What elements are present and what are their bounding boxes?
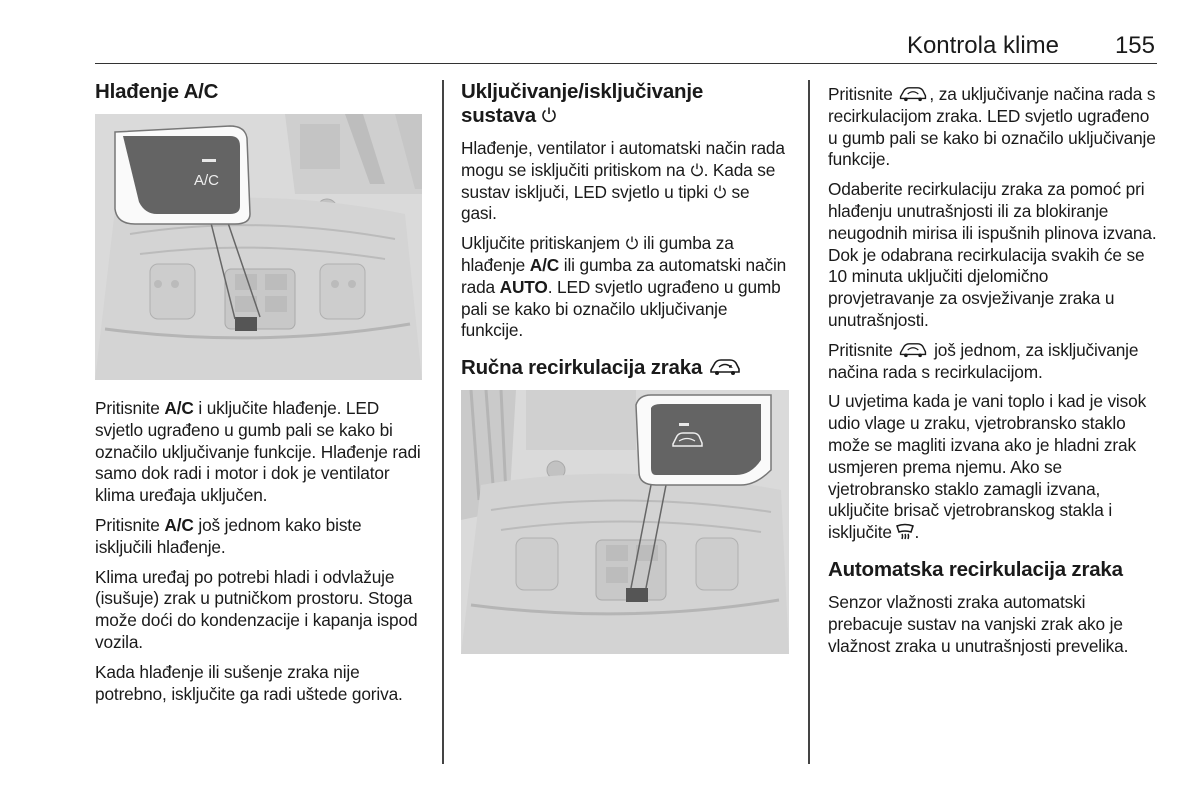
power-icon (541, 106, 557, 124)
recirculation-icon (897, 342, 929, 358)
paragraph: Kada hlađenje ili sušenje zraka nije potrebno, isključite ga radi uštede goriva. (95, 661, 403, 704)
recirculation-icon (897, 86, 929, 102)
heading-ac-cooling: Hlađenje A/C (95, 80, 219, 103)
column-1 (95, 80, 422, 713)
recirculation-icon (708, 358, 742, 376)
paragraph: Hlađenje, ventilator i automatski način rada mogu se isključiti pritiskom na . Kada se sustav isključi, LED svjetlo u tipki se gasi. (461, 138, 785, 224)
recirculation-button-illustration (461, 390, 789, 654)
page-number: 155 (1114, 32, 1155, 59)
column-divider (442, 80, 444, 764)
paragraph: Uključite pritiskanjem ili gumba za hlađenje A/C ili gumba za automatski način rada AUTO. LED svjetlo ugrađeno u gumb pali se kako bi označilo uključivanje funkcije. (461, 233, 787, 341)
power-icon (713, 184, 727, 200)
column-divider (808, 80, 810, 764)
paragraph: Pritisnite A/C još jednom kako biste isključili hlađenje. (95, 514, 362, 557)
column-2 (461, 80, 789, 672)
paragraph: Pritisnite još jednom, za isključivanje načina rada s recirkulacijom. (828, 339, 1139, 382)
paragraph: Klima uređaj po potrebi hladi i odvlažuje (isušuje) zrak u putničkom prostoru. Stoga može doći do kondenzacije i kapanja ispod vozila. (95, 566, 418, 652)
heading-system-on-off: Uključivanje/isključivanje sustava (461, 80, 704, 127)
paragraph: Senzor vlažnosti zraka automatski prebacuje sustav na vanjski zrak ako je vlažnost zraka u unutrašnjosti prevelika. (828, 591, 1129, 656)
page-header (95, 30, 1157, 64)
power-icon (690, 162, 704, 178)
windshield-defrost-icon (896, 523, 914, 540)
ac-button-illustration (95, 114, 422, 380)
paragraph: U uvjetima kada je vani toplo i kad je visok udio vlage u zraku, vjetrobransko staklo može se magliti izvana ako je hladni zrak usmjeren prema njemu. Ako se vjetrobransko staklo zamagli izvana, uključite brisač vjetrobranskog stakla i isključite . (828, 391, 1147, 543)
heading-manual-recirculation: Ručna recirkulacija zraka (461, 356, 789, 380)
section-title: Kontrola klime (906, 32, 1059, 59)
paragraph: Pritisnite A/C i uključite hlađenje. LED svjetlo ugrađeno u gumb pali se kako bi označilo uključivanje funkcije. Hlađenje radi samo dok radi i motor i dok je ventilator klima uređaja uključen. (95, 398, 421, 506)
column-3 (828, 84, 1158, 665)
heading-automatic-recirculation: Automatska recirkulacija zraka (828, 557, 1123, 581)
paragraph: Pritisnite , za uključivanje načina rada s recirkulacijom zraka. LED svjetlo ugrađeno u gumb pali se kako bi označilo uključivanje funkcije. (828, 84, 1156, 170)
power-icon (625, 235, 639, 251)
svg-text:A/C: A/C (194, 172, 220, 189)
paragraph: Odaberite recirkulaciju zraka za pomoć pri hlađenju unutrašnjosti ili za blokiranje neugodnih mirisa ili ispušnih plinova izvana. Dok je odabrana recirkulacija svakih će se 10 minuta uključiti djelomično provjetravanje za osvježivanje zraka u unutrašnjosti. (828, 179, 1157, 330)
